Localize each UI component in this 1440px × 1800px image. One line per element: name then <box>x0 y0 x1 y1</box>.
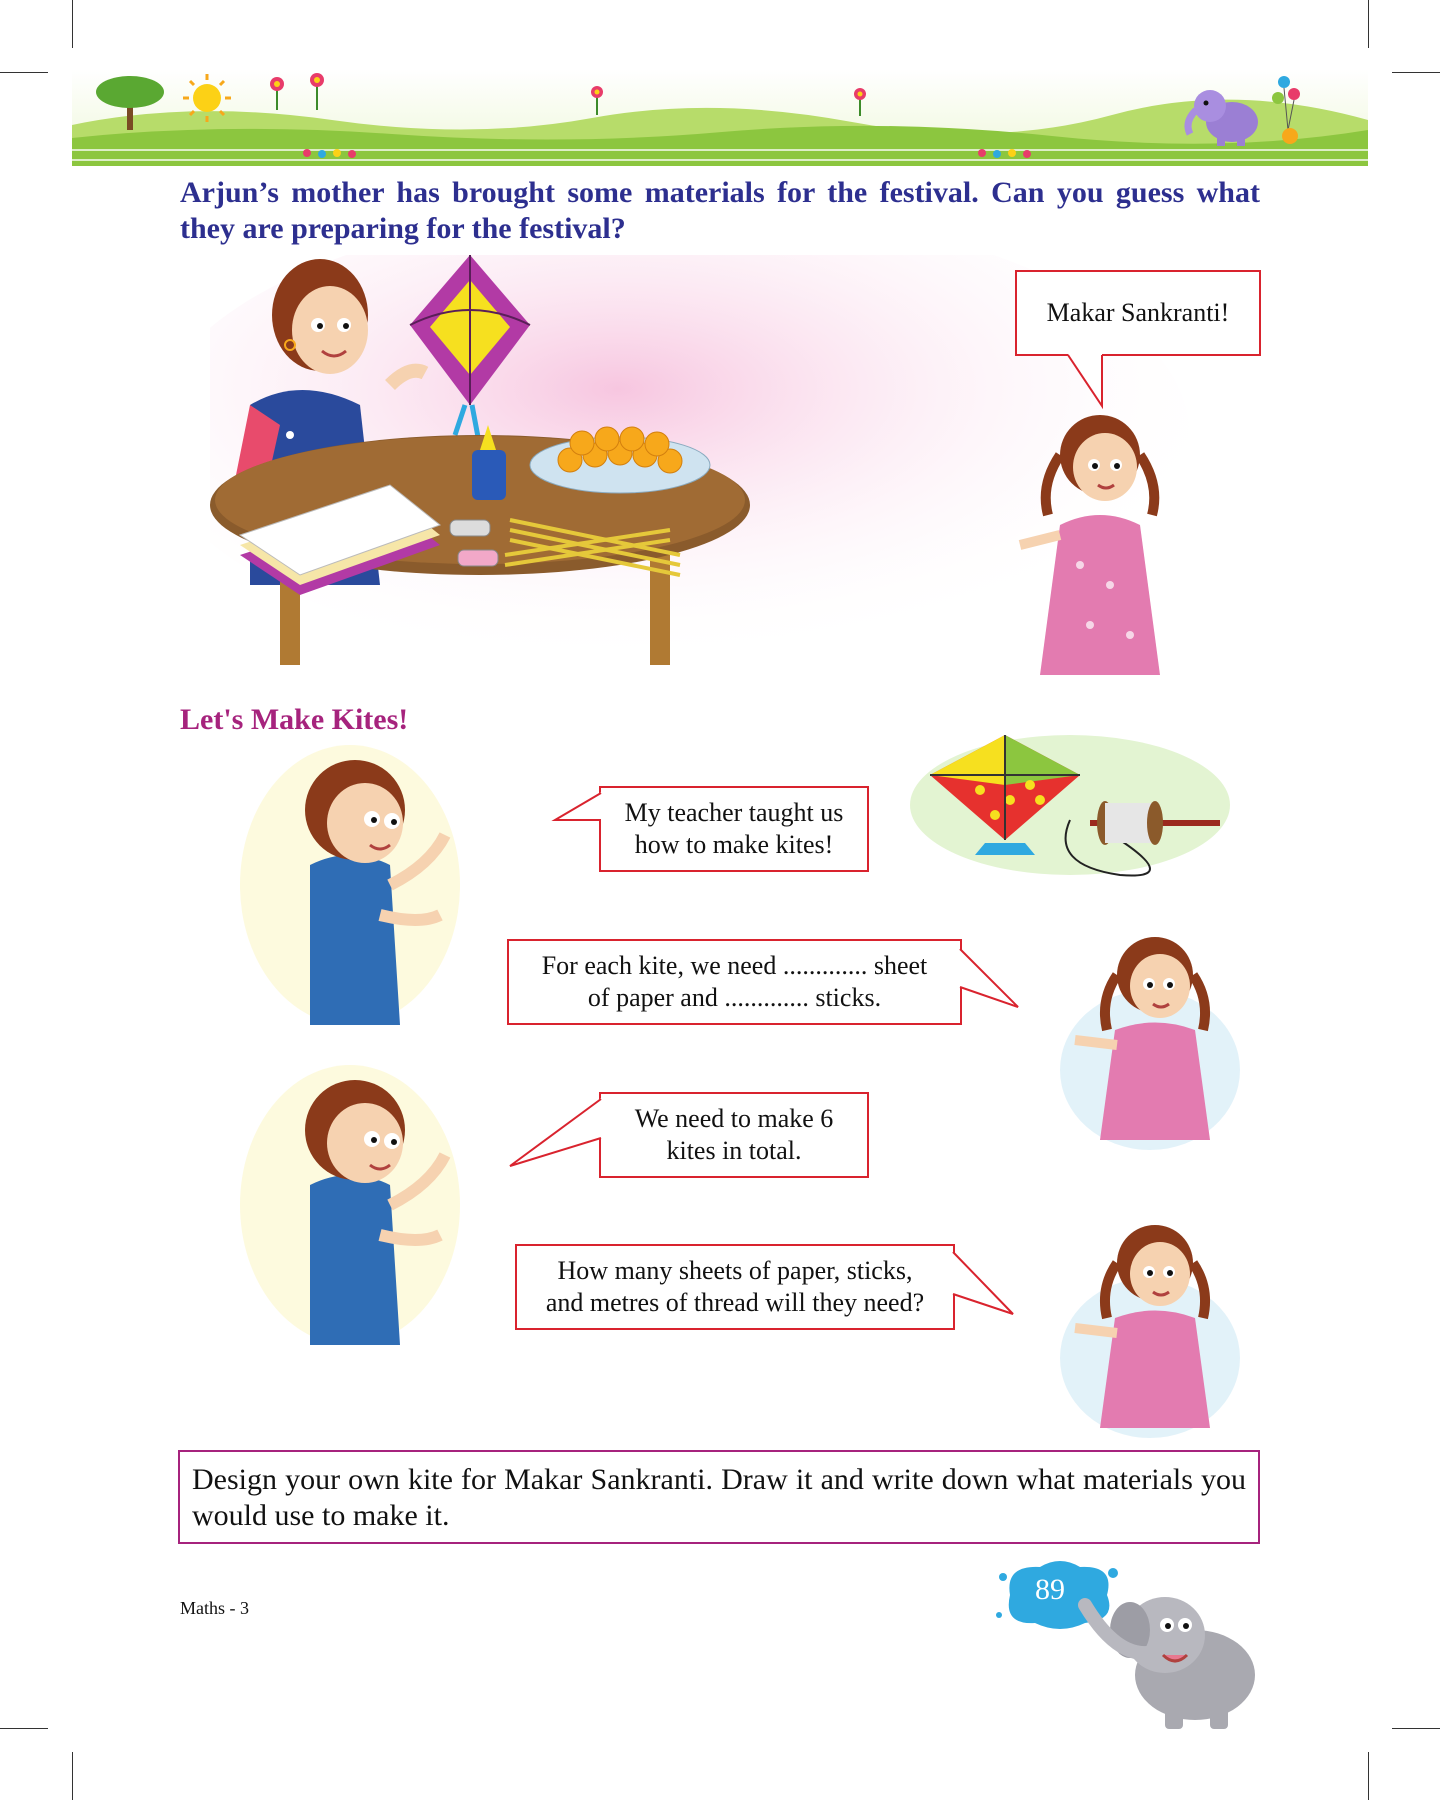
boy-figure <box>270 1075 470 1345</box>
speech-bubble-how-many <box>515 1244 955 1330</box>
speech-bubble-tail <box>951 1250 1015 1316</box>
boy-figure <box>270 755 470 1025</box>
speech-bubble-tail <box>1060 354 1120 408</box>
bubble-line: For each kite, we need ............. sheet <box>541 951 928 980</box>
crop-mark <box>0 72 48 73</box>
elephant-icon <box>1075 1575 1275 1735</box>
kite-with-spool-illustration <box>920 735 1230 885</box>
bubble-line: We need to make 6 <box>634 1104 834 1133</box>
speech-bubble-six-kites <box>599 1092 869 1178</box>
design-task-box: Design your own kite for Makar Sankranti. Draw it and write down what materials you would use to make it. <box>178 1450 1260 1544</box>
section-title: Let's Make Kites! <box>180 703 409 736</box>
speech-bubble-tail <box>958 947 1020 1011</box>
book-label: Maths - 3 <box>180 1598 249 1618</box>
speech-bubble-makar-sankranti <box>1015 270 1261 356</box>
bubble-line: and metres of thread will they need? <box>545 1288 925 1317</box>
speech-bubble-each-kite-needs <box>507 939 962 1025</box>
header-meadow-banner <box>72 70 1368 166</box>
bubble-text: Makar Sankranti! <box>1046 298 1230 327</box>
speech-bubble-tail <box>553 790 603 830</box>
page-number: 89 <box>1035 1573 1065 1606</box>
bubble-line: of paper and ............. sticks. <box>587 983 882 1012</box>
crop-mark <box>1392 72 1440 73</box>
speech-bubble-tail <box>508 1096 603 1168</box>
crop-mark <box>1392 1728 1440 1729</box>
crop-mark <box>72 0 73 48</box>
bubble-line: kites in total. <box>666 1136 802 1165</box>
crop-mark <box>72 1752 73 1800</box>
girl-figure <box>1055 930 1240 1140</box>
speech-bubble-teacher-taught <box>599 786 869 872</box>
crop-mark <box>1368 0 1369 48</box>
crop-mark <box>0 1728 48 1729</box>
intro-question: Arjun’s mother has brought some materials for the festival. Can you guess what they are preparing for the festival? <box>180 176 1260 245</box>
girl-figure <box>1055 1218 1240 1428</box>
bubble-line: how to make kites! <box>634 830 834 859</box>
bubble-line: My teacher taught us <box>624 798 844 827</box>
bubble-line: How many sheets of paper, sticks, <box>557 1256 913 1285</box>
crop-mark <box>1368 1752 1369 1800</box>
